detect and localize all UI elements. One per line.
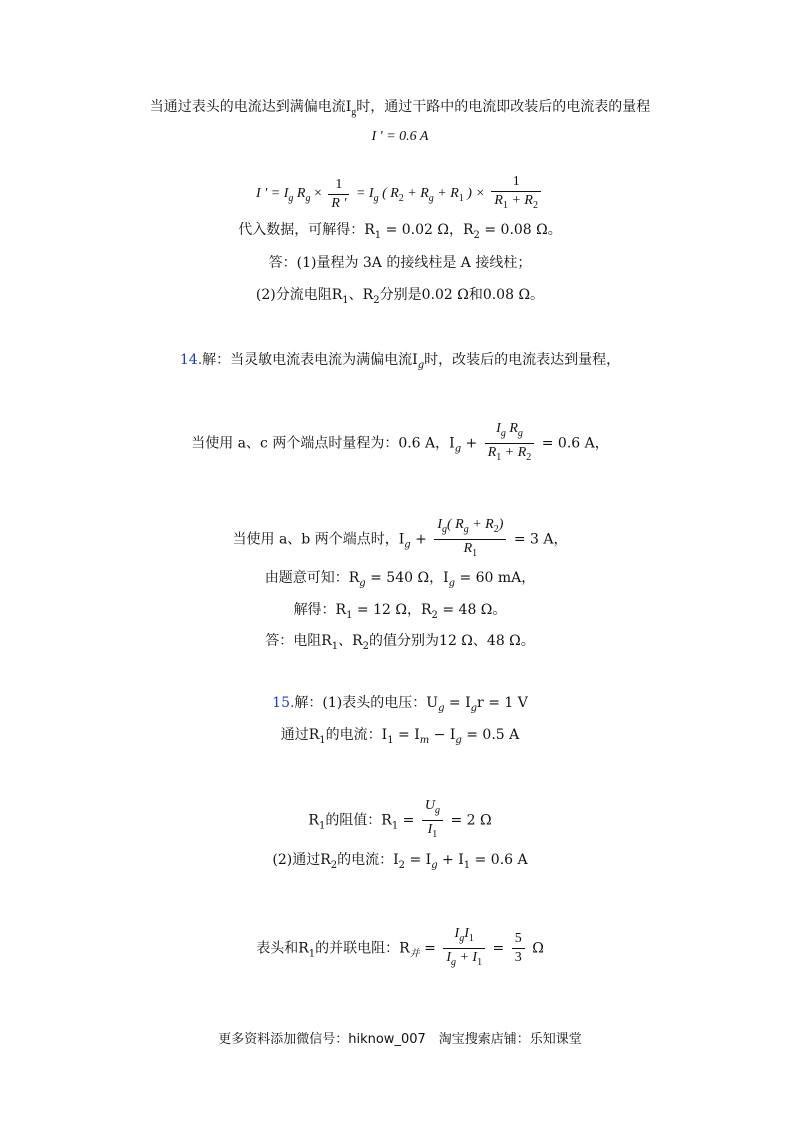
sub: g [351,107,357,118]
numerator: 1 [491,173,541,192]
sec13-line-current [0,97,800,123]
sub: g [470,703,478,714]
numerator: 1 [328,176,349,195]
eq-part: = 0.6 A， [541,435,609,452]
sub: g [305,193,311,205]
eq-part: = 3 A， [513,531,568,548]
sub: g [288,193,294,205]
sub: 1 [458,193,464,205]
eq-part: I [464,926,469,941]
eq-part: I ′ = I [256,186,289,202]
sub: 2 [431,610,438,621]
sub: 2 [493,524,499,535]
eq-part: I [427,822,433,837]
sub: 1 [318,820,326,832]
eq-part: = I [355,186,374,202]
sub: g [454,443,462,455]
text: 时，改装后的电流表达到量程， [424,352,621,368]
text: (2)通过R [272,852,331,868]
sub: g [463,524,469,535]
question-number: 14. [179,352,203,368]
eq-part: R [487,445,497,460]
text: 解：当灵敏电流表电流为满偏电流I [202,352,418,368]
denominator [434,540,506,563]
sub: 2 [398,860,406,871]
sec13-iprime-value [0,127,800,147]
sub: 1 [432,829,438,840]
fraction [434,516,506,563]
sec15-current-r1 [0,725,800,751]
eq-part: + R [437,186,459,202]
sub: g [428,193,434,205]
sec14-solve [0,600,800,626]
eq-part: ( R [382,186,399,202]
text: = 0.5 A [461,727,520,743]
sec15-parallel-resistance [0,925,800,972]
numerator [434,516,506,540]
text: 表头和R [256,940,309,957]
denominator: 3 [514,950,522,965]
eq-part: + [465,435,478,452]
eq-part: + R [407,186,429,202]
eq-part: + R [504,445,527,460]
text: 的电流：I [337,852,399,868]
numerator [485,420,535,444]
denominator [491,192,541,215]
fraction [512,930,525,967]
sub: g [359,578,366,589]
text: 的值分别为12 Ω、48 Ω。 [369,633,535,649]
text: = 540 Ω，I [365,570,449,586]
page-footer [0,1030,800,1050]
sub: m [419,735,430,746]
text: 当使用 a、b 两个端点时，I [232,531,405,548]
sub: g [438,703,445,714]
text: 时，通过干路中的电流即改装后的电流表的量程 [356,99,651,115]
sub: g [500,428,506,439]
sub: 1 [472,548,478,559]
text: = I [405,852,432,868]
eq-part: + I [459,950,478,965]
sec15-r1-value [0,797,800,844]
sub: 1 [502,200,508,211]
sub: 2 [398,193,404,205]
text: 的电流：I [325,727,388,743]
eq-part: ) [498,517,504,532]
sub: 1 [468,933,474,944]
text: = 12 Ω，R [352,602,432,618]
denominator [485,444,535,467]
text: = I [393,727,420,743]
sec15-voltage [0,693,800,719]
sub: g [455,735,462,746]
text: = 48 Ω。 [437,602,507,618]
text: = 0.02 Ω，R [381,222,474,238]
text: 解：(1)表头的电压：U [294,695,439,711]
sub: 1 [319,735,326,746]
text: (2)分流电阻R [255,287,343,303]
fraction [422,797,443,844]
sub: g [373,193,379,205]
sub: 1 [496,452,502,463]
eq-part: ) × [467,186,485,202]
sub: 1 [374,230,382,241]
eq-part: Ω [532,940,544,957]
text: − I [429,727,456,743]
sub: 1 [342,295,349,306]
sub: 1 [346,610,353,621]
eq-part: + R [472,517,494,532]
footer-text: 更多资料添加微信号：hiknow_007 淘宝搜索店铺：乐知课堂 [218,1032,582,1047]
eq-part: I [446,950,451,965]
numerator [443,925,485,949]
text: 答：电阻R [265,633,332,649]
sec13-substitution [0,220,800,246]
sec13-answer1 [0,253,800,273]
eq-part: R [463,541,473,556]
denominator [422,821,443,844]
fraction [328,176,349,213]
sub: g [517,428,523,439]
question-number: 15. [272,695,295,711]
eq-part: I [454,926,460,941]
denominator: R ′ [331,195,347,211]
text: = [398,812,415,829]
sub: 2 [373,295,380,306]
sub: 1 [331,641,339,652]
text: = 60 mA， [455,570,536,586]
eq-part: R [509,421,518,436]
denominator [443,949,485,972]
sec14-intro [0,350,800,376]
text: 由题意可知：R [264,570,360,586]
sec13-answer2 [0,285,800,311]
text: = 0.6 A [470,852,528,868]
sub: g [450,957,456,968]
text: 代入数据，可解得：R [238,222,375,238]
fraction [443,925,485,972]
text: = 0.08 Ω。 [479,222,562,238]
sub: 1 [477,957,483,968]
text: + I [437,852,464,868]
eq-part: I [496,421,501,436]
sub: 1 [463,860,471,871]
eq-part: = [492,940,505,957]
text: 通过R [280,727,320,743]
sec15-current-r2 [0,850,800,876]
eq-part: U [424,798,435,813]
sub: g [431,860,438,871]
sub: g [404,539,411,551]
sub: g [441,524,447,535]
eq-part: + [415,531,427,548]
eq-part: + R [511,193,533,208]
sec14-ac-equation [0,420,800,467]
text: 的并联电阻：R [315,940,410,957]
text: r = 1 V [477,695,528,711]
sub: 2 [362,641,370,652]
text: = [419,940,436,957]
sub: 并 [409,948,420,960]
eq-part: R [494,193,503,208]
eq-part: = 2 Ω [450,812,492,829]
eq-part: ( R [446,517,464,532]
eq-part: × [313,186,322,202]
sub: g [448,578,456,589]
sec14-known [0,568,800,594]
text: 、R [348,287,374,303]
sub: g [435,805,440,816]
numerator [422,797,443,821]
equation: I ′ = 0.6 A [371,129,429,144]
sub: g [417,360,425,371]
text: 的阻值：R [325,812,392,829]
sub: g [459,933,465,944]
sub: 1 [387,735,394,746]
eq-part: I [437,517,442,532]
text: 解得：R [293,602,347,618]
sec14-ab-equation [0,516,800,563]
text: = I [444,695,471,711]
text: 当通过表头的电流达到满偏电流I [149,99,352,115]
sub: 1 [308,948,316,960]
sub: 2 [532,200,538,211]
sub: 2 [473,230,480,241]
text: 、R [338,633,363,649]
sub: 2 [526,452,532,463]
sec13-main-equation [0,173,800,215]
sub: 2 [330,860,338,871]
eq-part: R [296,186,306,202]
sec14-answer [0,631,800,657]
numerator: 5 [512,930,525,949]
text: 当使用 a、c 两个端点时量程为：0.6 A，I [191,435,455,452]
text: 分别是0.02 Ω和0.08 Ω。 [379,287,545,303]
text: 答：(1)量程为 3A 的接线柱是 A 接线柱； [268,255,532,271]
sub: 1 [391,820,399,832]
fraction [491,173,541,215]
fraction [485,420,535,467]
text: R [308,812,319,829]
